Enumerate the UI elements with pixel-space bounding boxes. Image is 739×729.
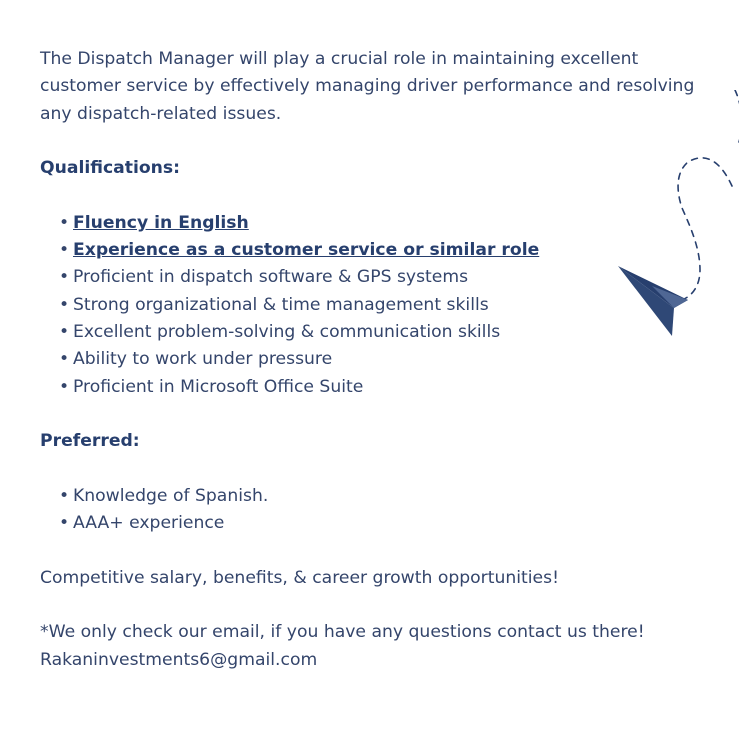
list-item: [40, 510, 700, 537]
preferred-list: [40, 483, 700, 538]
list-item: [40, 264, 700, 291]
qualification-text: Strong organizational & time management skills: [73, 294, 489, 315]
list-item: [40, 374, 700, 401]
contact-note: *We only check our email, if you have any questions contact us there!: [40, 622, 645, 643]
preferred-text: AAA+ experience: [73, 513, 225, 534]
spacer: [40, 537, 700, 564]
spacer: [40, 128, 700, 155]
qualifications-heading: Qualifications:: [40, 158, 181, 179]
bullet: •: [59, 267, 70, 288]
list-item: [40, 237, 700, 264]
list-item: [40, 292, 700, 319]
contact-email: Rakaninvestments6@gmail.com: [40, 649, 318, 670]
qualification-text: Ability to work under pressure: [73, 349, 333, 370]
bullet: •: [59, 376, 70, 397]
list-item: [40, 346, 700, 373]
list-item: [40, 319, 700, 346]
qualification-text: Proficient in Microsoft Office Suite: [73, 376, 364, 397]
spacer: [40, 592, 700, 619]
bullet: •: [59, 349, 70, 370]
list-item: [40, 483, 700, 510]
bullet: •: [59, 212, 70, 233]
qualification-text: Proficient in dispatch software & GPS systems: [73, 267, 469, 288]
bullet: •: [59, 294, 70, 315]
list-item: [40, 210, 700, 237]
benefits-text: Competitive salary, benefits, & career growth opportunities!: [40, 567, 559, 588]
job-description: [40, 46, 700, 674]
bullet: •: [59, 321, 70, 342]
spacer: [40, 455, 700, 482]
bullet: •: [59, 485, 70, 506]
qualification-fluency-link[interactable]: Fluency in English: [73, 212, 249, 233]
flight-trail: [678, 90, 739, 300]
bullet: •: [59, 513, 70, 534]
preferred-heading: Preferred:: [40, 431, 140, 452]
bullet: •: [59, 240, 70, 261]
preferred-text: Knowledge of Spanish.: [73, 485, 269, 506]
qualifications-list: [40, 210, 700, 401]
qualification-experience-link[interactable]: Experience as a customer service or similar role: [73, 240, 540, 261]
spacer: [40, 401, 700, 428]
spacer: [40, 182, 700, 209]
intro-paragraph: The Dispatch Manager will play a crucial role in maintaining excellent customer service by effectively managing driver performance and resolving any dispatch-related issues.: [40, 49, 695, 124]
paper-plane-icon: [610, 90, 739, 350]
qualification-text: Excellent problem-solving & communication skills: [73, 321, 501, 342]
